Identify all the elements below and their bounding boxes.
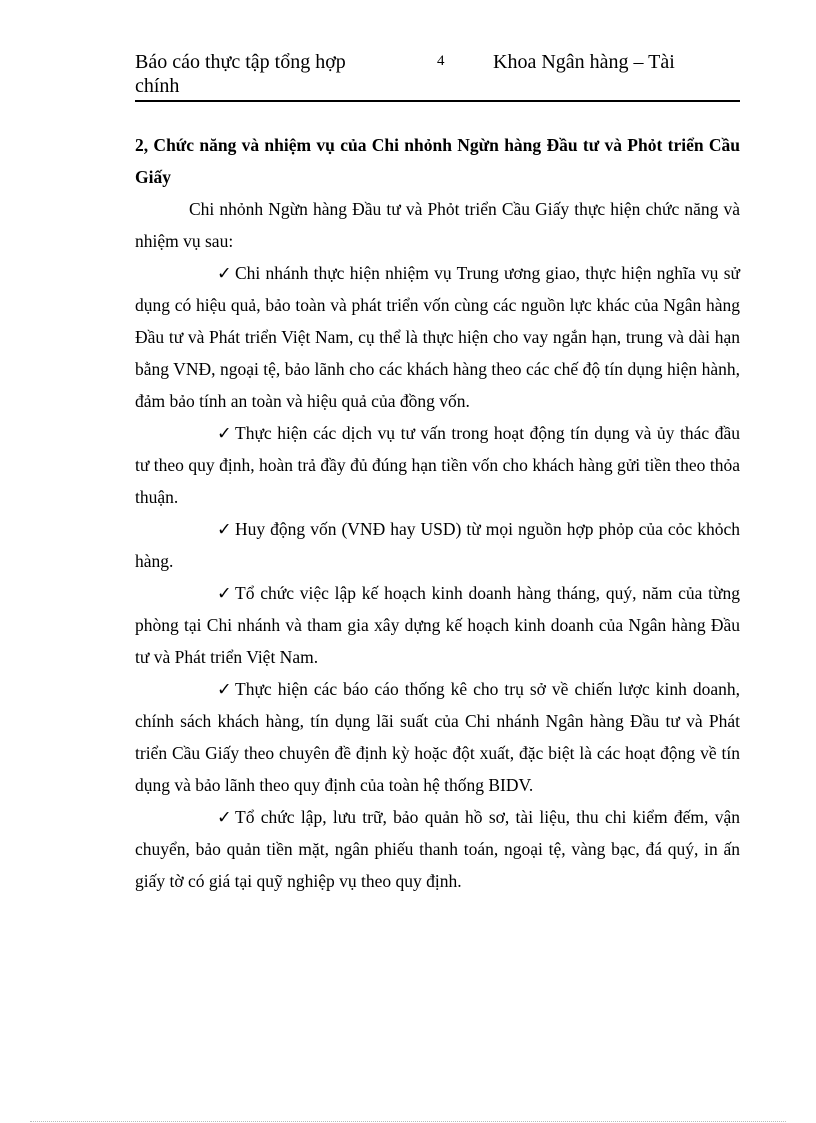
page-bottom-border <box>30 1121 786 1122</box>
document-body <box>135 129 740 897</box>
bullet-item <box>135 577 740 673</box>
checkmark-icon: ✓ <box>217 519 232 539</box>
bullet-text: Thực hiện các dịch vụ tư vấn trong hoạt động tín dụng và ủy thác đầu tư theo quy định, hoàn trả đầy đủ đúng hạn tiền vốn cho khách hàng gửi tiền theo thỏa thuận. <box>135 423 740 507</box>
checkmark-icon: ✓ <box>217 807 232 827</box>
bullet-text: Tổ chức lập, lưu trữ, bảo quản hồ sơ, tài liệu, thu chi kiểm đếm, vận chuyển, bảo quản tiền mặt, ngân phiếu thanh toán, ngoại tệ, vàng bạc, đá quý, in ấn giấy tờ có giá tại quỹ nghiệp vụ theo quy định. <box>135 807 740 891</box>
header-faculty-title: Khoa Ngân hàng – Tài <box>493 51 675 73</box>
checkmark-icon: ✓ <box>217 679 232 699</box>
bullet-item <box>135 801 740 897</box>
bullet-text: Thực hiện các báo cáo thống kê cho trụ sở về chiến lược kinh doanh, chính sách khách hàng, tín dụng lãi suất của Chi nhánh Ngân hàng Đầu tư và Phát triển Cầu Giấy theo chuyên đề định kỳ hoặc đột xuất, đặc biệt là các hoạt động về tín dụng và bảo lãnh theo quy định của toàn hệ thống BIDV. <box>135 679 740 795</box>
checkmark-icon: ✓ <box>217 583 232 603</box>
section-title: 2, Chức năng và nhiệm vụ của Chi nhỏnh Ngừn hàng Đầu tư và Phỏt triển Cầu Giấy <box>135 135 740 187</box>
header-report-title: Báo cáo thực tập tổng hợp chính <box>135 51 346 97</box>
intro-paragraph: Chi nhỏnh Ngừn hàng Đầu tư và Phỏt triển Cầu Giấy thực hiện chức năng và nhiệm vụ sau: <box>135 199 740 251</box>
bullet-item <box>135 257 740 417</box>
bullet-text: Tổ chức việc lập kế hoạch kinh doanh hàng tháng, quý, năm của từng phòng tại Chi nhánh và tham gia xây dựng kế hoạch kinh doanh của Ngân hàng Đầu tư và Phát triển Việt Nam. <box>135 583 740 667</box>
bullet-text: Huy động vốn (VNĐ hay USD) từ mọi nguồn hợp phỏp của cỏc khỏch hàng. <box>135 519 740 571</box>
checkmark-icon: ✓ <box>217 423 232 443</box>
page-number: 4 <box>437 53 445 69</box>
bullet-item <box>135 513 740 577</box>
bullet-item <box>135 673 740 801</box>
checkmark-icon: ✓ <box>217 263 232 283</box>
bullet-item <box>135 417 740 513</box>
page-header <box>135 48 740 102</box>
bullet-text: Chi nhánh thực hiện nhiệm vụ Trung ương giao, thực hiện nghĩa vụ sử dụng có hiệu quả, bảo toàn và phát triển vốn cùng các nguồn lực khác của Ngân hàng Đầu tư và Phát triển Việt Nam, cụ thể là thực hiện cho vay ngắn hạn, trung và dài hạn bằng VNĐ, ngoại tệ, bảo lãnh cho các khách hàng theo các chế độ tín dụng hiện hành, đảm bảo tính an toàn và hiệu quả của đồng vốn. <box>135 263 740 411</box>
